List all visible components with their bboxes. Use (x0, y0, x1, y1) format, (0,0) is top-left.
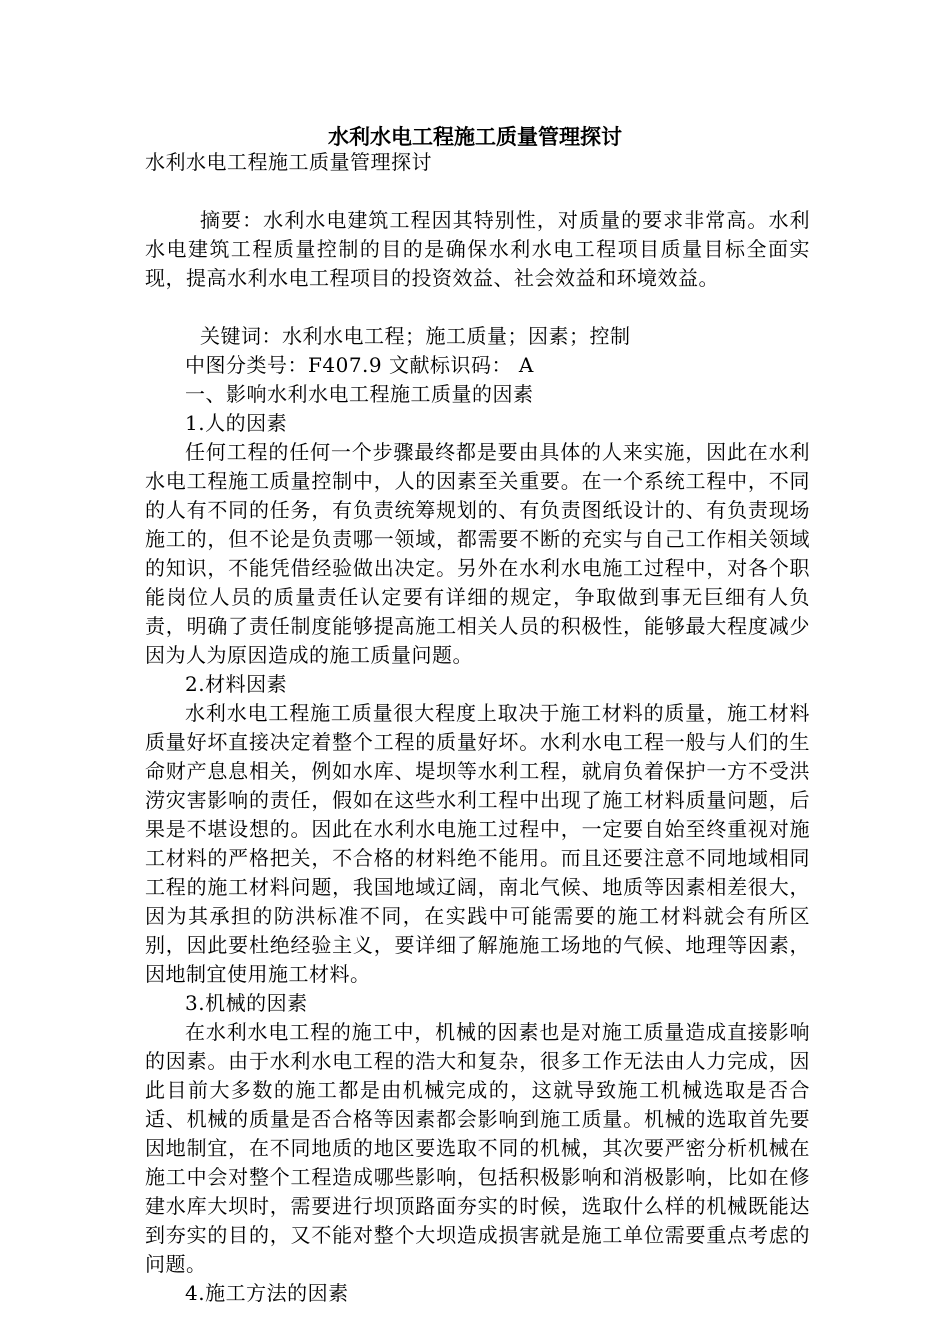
section-heading: 一、影响水利水电工程施工质量的因素 (185, 382, 534, 406)
document-subtitle: 水利水电工程施工质量管理探讨 (145, 150, 432, 174)
spacer (145, 293, 810, 322)
paragraph-people: 任何工程的任何一个步骤最终都是要由具体的人来实施，因此在水利水电工程施工质量控制中，人的因素至关重要。在一个系统工程中，不同的人有不同的任务，有负责统筹规划的、有负责图纸设计的、有负责现场施工的，但不论是负责哪一领域，都需要不断的充实与自己工作相关领域的知识，不能凭借经验做出决定。另外在水利水电施工过程中，对各个职能岗位人员的质量责任认定要有详细的规定，争取做到事无巨细有人负责，明确了责任制度能够提高施工相关人员的积极性，能够最大程度减少因为人为原因造成的施工质量问题。 (145, 440, 810, 667)
keywords-line: 关键词：水利水电工程；施工质量；因素；控制 (200, 324, 631, 348)
classification-line: 中图分类号：F407.9 文献标识码： A (185, 353, 534, 377)
paragraph-materials: 水利水电工程施工质量很大程度上取决于施工材料的质量，施工材料质量好坏直接决定着整个工程的质量好坏。水利水电工程一般与人们的生命财产息息相关，例如水库、堤坝等水利工程，就肩负着保护一方不受洪涝灾害影响的责任，假如在这些水利工程中出现了施工材料质量问题，后果是不堪设想的。因此在水利水电施工过程中，一定要自始至终重视对施工材料的严格把关，不合格的材料绝不能用。而且还要注意不同地域相同工程的施工材料问题，我国地域辽阔，南北气候、地质等因素相差很大，因为其承担的防洪标准不同，在实践中可能需要的施工材料就会有所区别，因此要杜绝经验主义，要详细了解施施工场地的气候、地理等因素，因地制宜使用施工材料。 (145, 701, 810, 986)
subheading-materials: 2.材料因素 (185, 672, 288, 696)
paragraph-machinery: 在水利水电工程的施工中，机械的因素也是对施工质量造成直接影响的因素。由于水利水电工程的浩大和复杂，很多工作无法由人力完成，因此目前大多数的施工都是由机械完成的，这就导致施工机械选取是否合适、机械的质量是否合格等因素都会影响到施工质量。机械的选取首先要因地制宜，在不同地质的地区要选取不同的机械，其次要严密分析机械在施工中会对整个工程造成哪些影响，包括积极影响和消极影响，比如在修建水库大坝时，需要进行坝顶路面夯实的时候，选取什么样的机械既能达到夯实的目的，又不能对整个大坝造成损害就是施工单位需要重点考虑的问题。 (145, 1020, 810, 1276)
document-body (145, 148, 810, 1308)
document-title: 水利水电工程施工质量管理探讨 (328, 124, 622, 149)
subheading-machinery: 3.机械的因素 (185, 991, 308, 1015)
subheading-people: 1.人的因素 (185, 411, 288, 435)
subheading-methods: 4.施工方法的因素 (185, 1281, 349, 1305)
abstract-paragraph: 摘要：水利水电建筑工程因其特别性，对质量的要求非常高。水利水电建筑工程质量控制的目的是确保水利水电工程项目质量目标全面实现，提高水利水电工程项目的投资效益、社会效益和环境效益。 (145, 208, 810, 290)
spacer (145, 177, 810, 206)
